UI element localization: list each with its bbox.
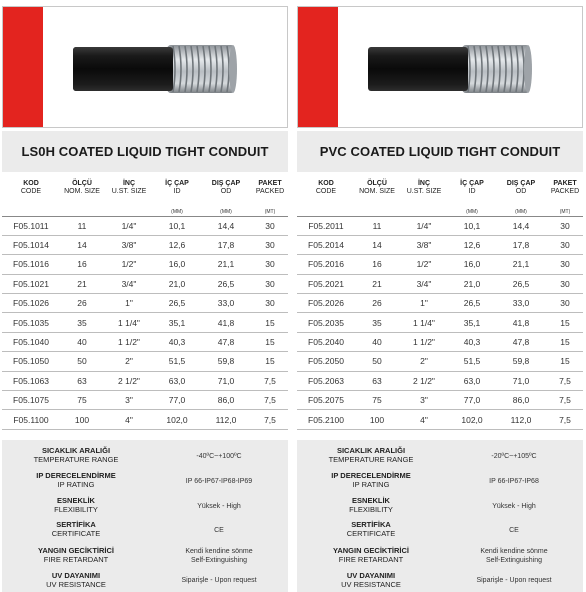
property-value [150,547,288,565]
table-cell: 26,5 [168,298,186,309]
unit-label: (MM) [515,208,527,215]
table-cell: 86,0 [512,395,530,406]
table-header-row [297,180,583,206]
units-row [297,206,583,216]
table-cell: 21 [372,278,382,289]
table-cell: 1/4" [121,220,137,231]
table-cell: 40 [77,337,87,348]
table-cell: 3/8" [121,240,137,251]
table-cell: 71,0 [512,375,530,386]
table-header-row [2,180,288,206]
table-row [297,391,583,410]
property-label [2,546,150,564]
table-row [297,371,583,390]
table-cell: 102,0 [461,414,483,425]
table-cell: 50 [372,356,382,367]
table-cell: F05.2021 [308,278,344,289]
table-cell: 100 [369,414,385,425]
red-accent-bar [298,7,338,127]
table-cell: 11 [77,220,87,231]
property-label [2,496,150,514]
table-cell: F05.1075 [13,395,49,406]
table-cell: 33,0 [217,298,235,309]
table-cell: F05.2040 [308,337,344,348]
table-cell: 77,0 [463,395,481,406]
table-row [297,274,583,293]
property-label [297,496,445,514]
table-cell: 3/4" [416,278,432,289]
table-cell: 30 [265,278,275,289]
table-cell: F05.1016 [13,259,49,270]
property-label [297,520,445,538]
unit-label: (MM) [171,208,183,215]
property-label: CERTIFICATE [346,529,396,538]
table-cell: 4" [420,414,428,425]
property-label: YANGIN GECİKTİRİCİ [333,546,409,555]
table-cell: 21,1 [217,259,235,270]
property-uv-resistance [297,568,583,590]
properties-section [297,440,583,592]
column-header-packed: PAKET PACKED [255,180,285,195]
property-label: SICAKLIK ARALIĞI [336,446,406,455]
table-cell: 15 [265,337,275,348]
table-cell: 47,8 [512,337,530,348]
property-temperature [2,444,288,466]
table-cell: 86,0 [217,395,235,406]
table-cell: F05.2016 [308,259,344,270]
table-row [2,313,288,332]
table-cell: 50 [77,356,87,367]
property-label: IP RATING [57,480,95,489]
table-cell: 51,5 [168,356,186,367]
table-cell: 63 [77,375,87,386]
table-cell: 1 1/2" [118,337,140,348]
table-row [2,235,288,254]
table-cell: 21,0 [168,278,186,289]
table-cell: 15 [560,337,570,348]
table-row [297,410,583,429]
column-header-size: ÖLÇÜ NOM. SIZE [64,180,100,195]
unit-label: (MM) [466,208,478,215]
table-cell: 26 [372,298,382,309]
conduit-image [73,41,238,97]
property-label: ESNEKLİK [352,496,390,505]
table-cell: 17,8 [512,240,530,251]
property-label: YANGIN GECİKTİRİCİ [38,546,114,555]
property-label: TEMPERATURE RANGE [328,455,414,464]
property-label: IP DERECELENDİRME [36,471,116,480]
table-cell: 16,0 [463,259,481,270]
table-cell: 3/4" [121,278,137,289]
table-row [297,313,583,332]
table-cell: 75 [77,395,87,406]
property-label: UV RESISTANCE [341,580,401,589]
table-cell: 30 [265,298,275,309]
table-cell: 112,0 [510,414,532,425]
table-cell: 63 [372,375,382,386]
property-label: SICAKLIK ARALIĞI [41,446,111,455]
table-cell: F05.1011 [13,220,49,231]
property-label: ESNEKLİK [57,496,95,505]
table-cell: 3" [125,395,133,406]
property-label [297,446,445,464]
table-cell: F05.2014 [308,240,344,251]
property-fire-retardant [297,544,583,566]
table-cell: F05.1035 [13,317,49,328]
table-cell: 41,8 [512,317,530,328]
property-label [2,471,150,489]
right-product-panel [297,0,583,592]
table-cell: 10,1 [463,220,481,231]
column-header-od: DIŞ ÇAP OD [211,180,241,195]
property-fire-retardant [2,544,288,566]
table-cell: 30 [265,259,275,270]
table-cell: 4" [125,414,133,425]
table-row [297,216,583,235]
property-label: CERTIFICATE [51,529,101,538]
property-label: FLEXIBILITY [349,505,393,514]
table-cell: 112,0 [215,414,237,425]
property-label: SERTİFİKA [351,520,391,529]
product-image-frame [2,6,288,128]
table-row [297,255,583,274]
table-cell: 40 [372,337,382,348]
unit-label: (MM) [220,208,232,215]
product-title: LS0H COATED LIQUID TIGHT CONDUIT [2,131,288,172]
table-cell: 1" [125,298,133,309]
table-cell: 40,3 [463,337,481,348]
table-cell: F05.2011 [308,220,344,231]
table-row [297,332,583,351]
table-cell: F05.2026 [308,298,344,309]
property-label: FIRE RETARDANT [43,555,109,564]
spec-table [2,180,288,430]
table-row [2,352,288,371]
property-value: Siparişle - Upon request [476,577,552,584]
table-cell: 51,5 [463,356,481,367]
table-row [297,235,583,254]
red-accent-bar [3,7,43,127]
table-cell: 47,8 [217,337,235,348]
property-ip-rating [297,469,583,491]
table-cell: 63,0 [463,375,481,386]
property-label: UV DAYANIMI [51,571,101,580]
property-label: FLEXIBILITY [54,505,98,514]
property-value: IP 66-IP67-IP68 [489,478,539,485]
column-header-inch: İNÇ U.ST. SIZE [111,180,147,195]
table-cell: 2" [125,356,133,367]
table-cell: 1/2" [416,259,432,270]
unit-label: (MT) [264,208,276,215]
table-cell: 35,1 [168,317,186,328]
table-cell: 15 [560,356,570,367]
table-cell: F05.1063 [13,375,49,386]
left-product-panel [2,0,288,592]
table-cell: 75 [372,395,382,406]
table-row [2,274,288,293]
property-ip-rating [2,469,288,491]
property-label: Self-Extinguishing [485,557,543,564]
table-cell: 59,8 [512,356,530,367]
property-certificate [297,518,583,540]
table-cell: F05.1026 [13,298,49,309]
property-label: FIRE RETARDANT [338,555,404,564]
table-cell: 30 [560,278,570,289]
table-cell: 17,8 [217,240,235,251]
property-value: CE [214,527,224,534]
table-row [2,332,288,351]
table-cell: F05.2050 [308,356,344,367]
table-cell: 30 [560,298,570,309]
property-value: -40ºC~+100ºC [196,453,242,460]
unit-label: (MT) [559,208,571,215]
table-cell: 30 [560,259,570,270]
table-cell: 59,8 [217,356,235,367]
property-flexibility [297,494,583,516]
property-value: CE [509,527,519,534]
table-cell: F05.2100 [308,414,344,425]
table-cell: 21 [77,278,87,289]
table-cell: 77,0 [168,395,186,406]
property-label: UV DAYANIMI [346,571,396,580]
table-cell: 40,3 [168,337,186,348]
table-cell: 15 [560,317,570,328]
table-cell: 30 [265,240,275,251]
table-cell: 14,4 [512,220,530,231]
column-header-inch: İNÇ U.ST. SIZE [406,180,442,195]
property-label [2,520,150,538]
table-cell: 7,5 [264,375,276,386]
property-flexibility [2,494,288,516]
table-cell: F05.2035 [308,317,344,328]
property-value: Siparişle - Upon request [181,577,257,584]
table-cell: 7,5 [559,414,571,425]
table-cell: 14 [372,240,382,251]
table-cell: 35 [372,317,382,328]
table-cell: 30 [560,240,570,251]
table-cell: 1 1/4" [413,317,435,328]
table-cell: 35 [77,317,87,328]
table-cell: F05.2075 [308,395,344,406]
table-cell: F05.1014 [13,240,49,251]
table-cell: 1 1/4" [118,317,140,328]
table-cell: 2" [420,356,428,367]
table-row [2,216,288,235]
table-cell: 14 [77,240,87,251]
product-title: PVC COATED LIQUID TIGHT CONDUIT [297,131,583,172]
property-value [445,547,583,565]
table-cell: 16 [77,259,87,270]
column-header-packed: PAKET PACKED [550,180,580,195]
table-cell: F05.1050 [13,356,49,367]
table-cell: 16,0 [168,259,186,270]
table-cell: 15 [265,317,275,328]
property-label [2,446,150,464]
table-cell: 33,0 [512,298,530,309]
property-value: -20ºC~+105ºC [491,453,537,460]
table-cell: 2 1/2" [413,375,435,386]
units-row [2,206,288,216]
table-cell: F05.1100 [13,414,49,425]
property-label [297,471,445,489]
table-cell: 2 1/2" [118,375,140,386]
column-header-od: DIŞ ÇAP OD [506,180,536,195]
table-cell: 26,5 [512,278,530,289]
table-cell: 3/8" [416,240,432,251]
table-cell: 100 [74,414,90,425]
table-cell: 14,4 [217,220,235,231]
table-cell: 12,6 [168,240,186,251]
property-label: IP RATING [352,480,390,489]
table-row [2,391,288,410]
table-cell: 10,1 [168,220,186,231]
table-row [297,294,583,313]
table-cell: 30 [265,220,275,231]
table-cell: 3" [420,395,428,406]
property-certificate [2,518,288,540]
table-cell: 1/4" [416,220,432,231]
table-cell: 7,5 [559,375,571,386]
table-cell: 21,1 [512,259,530,270]
column-header-id: İÇ ÇAP ID [165,180,189,195]
conduit-image [368,41,533,97]
table-row [2,255,288,274]
table-row [297,352,583,371]
product-image-frame [297,6,583,128]
table-cell: 1" [420,298,428,309]
property-label: IP DERECELENDİRME [331,471,411,480]
property-label: Kendi kendine sönme [480,548,548,555]
column-header-code: KOD CODE [315,180,337,195]
table-cell: 21,0 [463,278,481,289]
property-value: Yüksek - High [197,503,241,510]
table-cell: F05.2063 [308,375,344,386]
property-label: TEMPERATURE RANGE [33,455,119,464]
table-cell: 12,6 [463,240,481,251]
property-value: IP 66-IP67-IP68-IP69 [185,478,253,485]
table-row [2,410,288,429]
property-value: Yüksek - High [492,503,536,510]
table-cell: 26,5 [463,298,481,309]
column-header-code: KOD CODE [20,180,42,195]
column-header-size: ÖLÇÜ NOM. SIZE [359,180,395,195]
table-cell: 16 [372,259,382,270]
property-temperature [297,444,583,466]
table-cell: 7,5 [264,414,276,425]
property-label: Kendi kendine sönme [185,548,253,555]
table-cell: 35,1 [463,317,481,328]
property-label [2,571,150,589]
table-cell: F05.1040 [13,337,49,348]
property-label: Self-Extinguishing [190,557,248,564]
table-cell: 41,8 [217,317,235,328]
table-row [2,371,288,390]
table-cell: 7,5 [559,395,571,406]
table-cell: 26,5 [217,278,235,289]
column-header-id: İÇ ÇAP ID [460,180,484,195]
table-cell: 1 1/2" [413,337,435,348]
table-cell: 1/2" [121,259,137,270]
table-cell: 30 [560,220,570,231]
property-label [297,546,445,564]
table-cell: 102,0 [166,414,188,425]
property-uv-resistance [2,568,288,590]
table-cell: 7,5 [264,395,276,406]
table-cell: 11 [372,220,382,231]
property-label [297,571,445,589]
properties-section [2,440,288,592]
table-cell: 63,0 [168,375,186,386]
property-label: SERTİFİKA [56,520,96,529]
property-label: UV RESISTANCE [46,580,106,589]
table-cell: 71,0 [217,375,235,386]
table-cell: 15 [265,356,275,367]
table-cell: 26 [77,298,87,309]
table-cell: F05.1021 [13,278,49,289]
table-row [2,294,288,313]
spec-table [297,180,583,430]
